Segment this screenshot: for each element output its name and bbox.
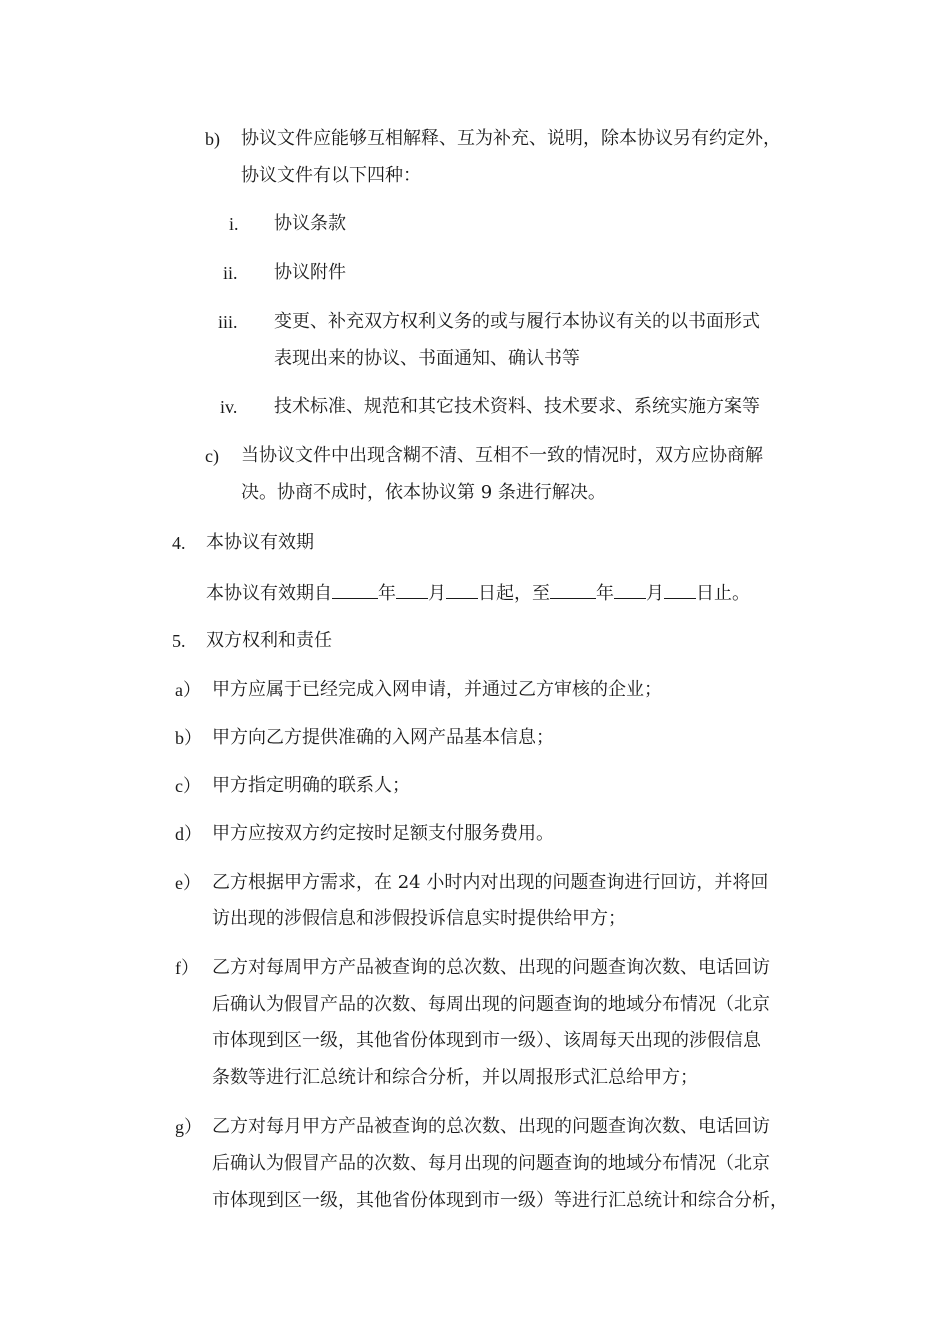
paragraph-line: 当协议文件中出现含糊不清、互相不一致的情况时，双方应协商解 [241, 445, 763, 466]
paragraph-line: 甲方指定明确的联系人； [212, 775, 410, 796]
section-number: 4. [172, 533, 186, 553]
month-blank [614, 580, 646, 599]
paragraph-line: 甲方应按双方约定按时足额支付服务费用。 [212, 823, 554, 844]
period-prefix: 本协议有效期自 [206, 583, 332, 604]
paragraph-line: 变更、补充双方权利义务的或与履行本协议有关的以书面形式 [274, 311, 760, 332]
section-heading: 本协议有效期 [206, 532, 314, 553]
roman-marker: ii. [223, 263, 238, 283]
list-marker: g） [175, 1117, 202, 1137]
day-blank [446, 580, 478, 599]
roman-marker: iii. [218, 312, 238, 332]
paragraph-line: 甲方向乙方提供准确的入网产品基本信息； [212, 727, 554, 748]
paragraph-line: 乙方根据甲方需求，在 24 小时内对出现的问题查询进行回访，并将回 [212, 872, 769, 893]
day-blank [664, 580, 696, 599]
paragraph-line: 访出现的涉假信息和涉假投诉信息实时提供给甲方； [212, 908, 626, 929]
list-marker: a） [175, 680, 201, 700]
list-marker: f） [175, 958, 199, 978]
year-blank [332, 580, 378, 599]
paragraph-line: 市体现到区一级，其他省份体现到市一级）等进行汇总统计和综合分析， [212, 1190, 788, 1211]
year-label: 年 [596, 583, 614, 604]
month-label: 月 [646, 583, 664, 604]
paragraph-line: 甲方应属于已经完成入网申请，并通过乙方审核的企业； [212, 679, 662, 700]
paragraph-line: 协议文件应能够互相解释、互为补充、说明，除本协议另有约定外， [241, 128, 781, 149]
list-marker: b) [205, 129, 220, 149]
list-marker: c) [205, 446, 219, 466]
validity-period-line [206, 580, 750, 607]
paragraph-line: 协议条款 [274, 213, 346, 234]
paragraph-line: 决。协商不成时，依本协议第 9 条进行解决。 [241, 482, 606, 503]
paragraph-line: 技术标准、规范和其它技术资料、技术要求、系统实施方案等 [274, 396, 760, 417]
month-label: 月 [428, 583, 446, 604]
section-number: 5. [172, 631, 186, 651]
month-blank [396, 580, 428, 599]
paragraph-line: 市体现到区一级，其他省份体现到市一级）、该周每天出现的涉假信息 [212, 1030, 761, 1051]
paragraph-line: 后确认为假冒产品的次数、每周出现的问题查询的地域分布情况（北京 [212, 994, 770, 1015]
paragraph-line: 条数等进行汇总统计和综合分析，并以周报形式汇总给甲方； [212, 1067, 698, 1088]
list-marker: d） [175, 824, 202, 844]
list-marker: e） [175, 873, 201, 893]
year-blank [550, 580, 596, 599]
day-label: 日起，至 [478, 583, 550, 604]
paragraph-line: 乙方对每月甲方产品被查询的总次数、出现的问题查询次数、电话回访 [212, 1116, 770, 1137]
list-marker: c） [175, 776, 201, 796]
paragraph-line: 乙方对每周甲方产品被查询的总次数、出现的问题查询次数、电话回访 [212, 957, 770, 978]
paragraph-line: 表现出来的协议、书面通知、确认书等 [274, 348, 580, 369]
section-heading: 双方权利和责任 [206, 630, 332, 651]
paragraph-line: 协议附件 [274, 262, 346, 283]
year-label: 年 [378, 583, 396, 604]
list-marker: b） [175, 728, 202, 748]
day-label: 日止。 [696, 583, 750, 604]
roman-marker: iv. [220, 397, 238, 417]
paragraph-line: 协议文件有以下四种： [241, 165, 421, 186]
roman-marker: i. [229, 214, 239, 234]
paragraph-line: 后确认为假冒产品的次数、每月出现的问题查询的地域分布情况（北京 [212, 1153, 770, 1174]
